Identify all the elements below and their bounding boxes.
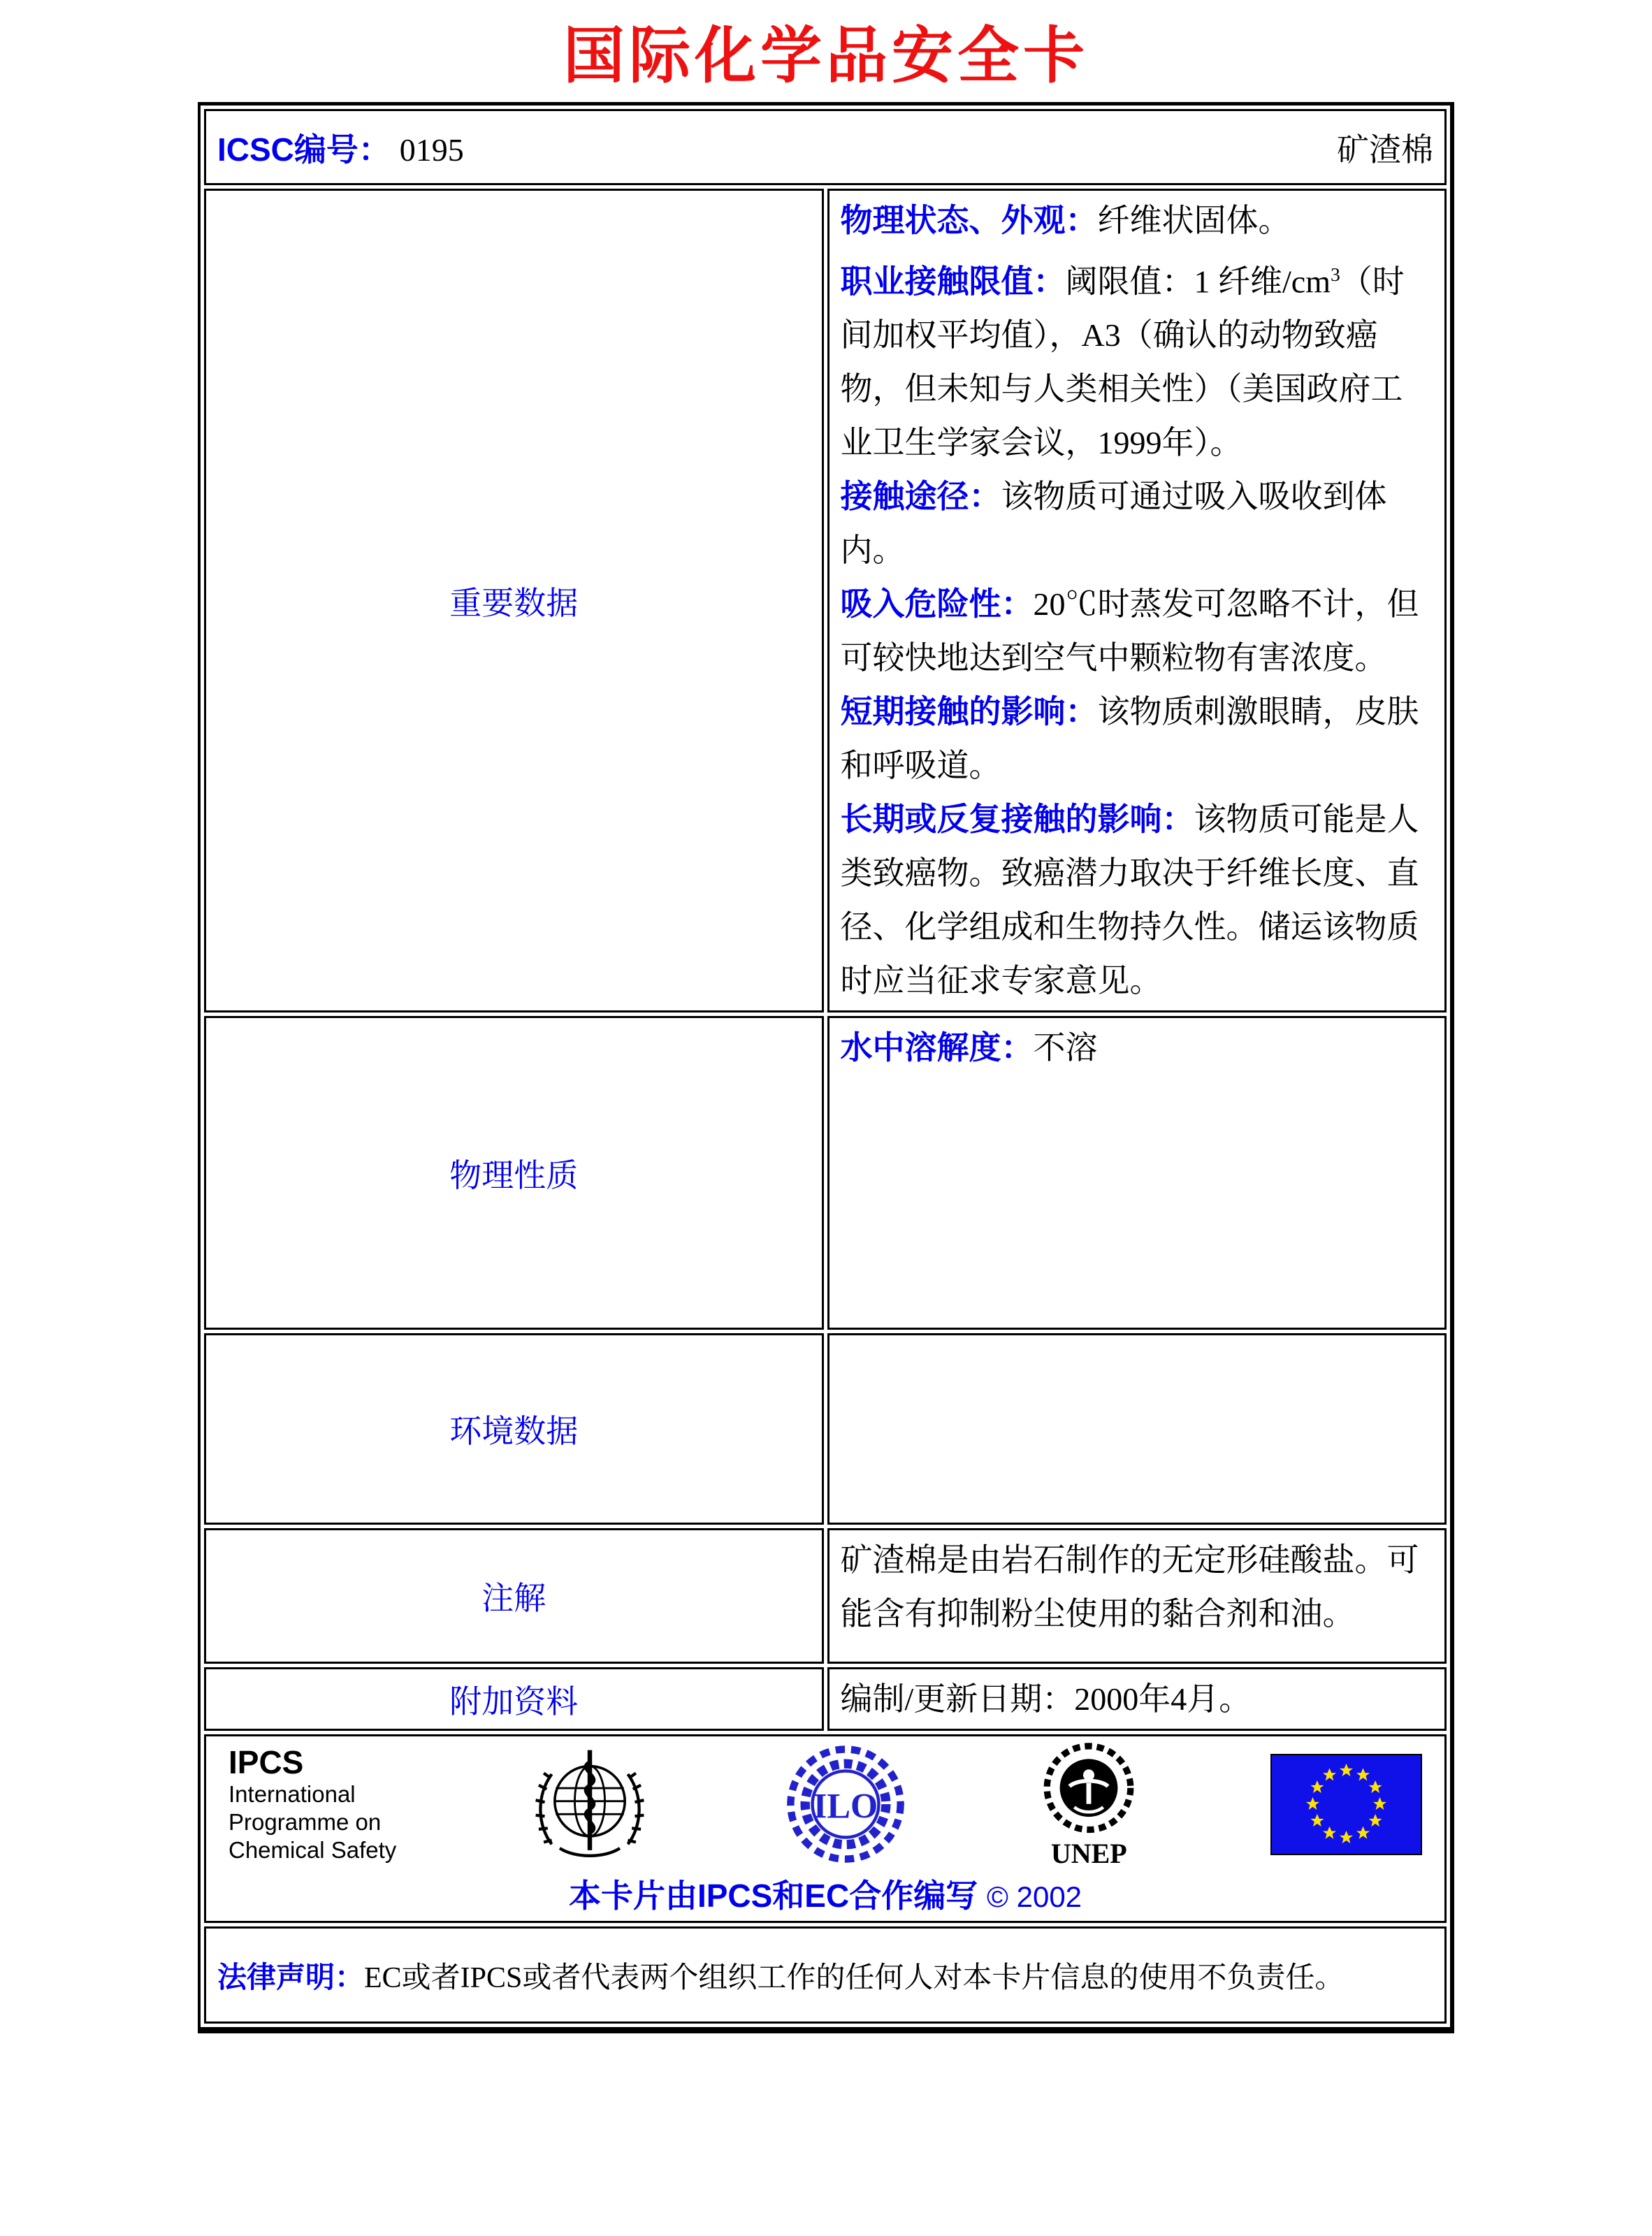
who-logo-icon — [530, 1744, 650, 1864]
page-title: 国际化学品安全卡 — [563, 23, 1089, 91]
unep-block — [1041, 1741, 1137, 1868]
physical-properties-row — [204, 1016, 1447, 1330]
additional-info-content: 编制/更新日期：2000年4月。 — [827, 1667, 1447, 1731]
water-solubility-text: 不溶 — [1033, 1030, 1098, 1066]
ipcs-text-block — [229, 1744, 396, 1864]
physical-properties-content — [827, 1016, 1447, 1330]
inhalation-risk-text: 20℃时蒸发可忽略不计，但可较快地达到空气中颗粒物有害浓度。 — [840, 586, 1419, 676]
ipcs-line1: International — [229, 1781, 356, 1808]
eu-flag-icon — [1270, 1754, 1422, 1855]
occupational-limit-text-post: （时间加权平均值），A3（确认的动物致癌物，但未知与人类相关性）（美国政府工业卫生学家会议，1999年）。 — [840, 263, 1405, 461]
row-label-important-data: 重要数据 — [204, 189, 824, 1012]
legal-text: EC或者IPCS或者代表两个组织工作的任何人对本卡片信息的使用不负责任。 — [364, 1961, 1345, 1994]
environmental-data-row — [204, 1333, 1447, 1525]
water-solubility-label: 水中溶解度： — [840, 1029, 1034, 1066]
inhalation-risk-label: 吸入危险性： — [840, 586, 1034, 623]
ipcs-acronym: IPCS — [229, 1744, 304, 1781]
row-label-physical-properties: 物理性质 — [204, 1016, 824, 1330]
credit-line — [213, 1871, 1437, 1917]
physical-state-text: 纤维状固体。 — [1097, 203, 1291, 238]
row-label-additional-info: 附加资料 — [204, 1667, 824, 1731]
additional-info-row — [204, 1667, 1447, 1731]
logos-row — [204, 1734, 1447, 1923]
occupational-limit-label: 职业接触限值： — [840, 263, 1066, 300]
ilo-logo-text: ILO — [813, 1786, 878, 1826]
short-term-effects-label: 短期接触的影响： — [840, 693, 1098, 730]
important-data-content — [827, 189, 1447, 1012]
environmental-data-content — [827, 1333, 1447, 1525]
credit-text: 本卡片由IPCS和EC合作编写 — [568, 1878, 978, 1915]
unep-logo-text: UNEP — [1050, 1837, 1127, 1869]
notes-row — [204, 1528, 1447, 1664]
long-term-effects-text: 该物质可能是人类致癌物。致癌潜力取决于纤维长度、直径、化学组成和生物持久性。储运该物质时应当征求专家意见。 — [840, 801, 1419, 999]
water-solubility-line — [841, 1021, 1434, 1075]
occupational-limit-superscript: 3 — [1330, 263, 1340, 285]
header-row — [204, 109, 1447, 185]
ipcs-line3: Chemical Safety — [229, 1837, 397, 1864]
legal-cell — [204, 1926, 1447, 2024]
ilo-logo-icon — [783, 1742, 908, 1866]
legal-label: 法律声明： — [217, 1960, 365, 1994]
short-term-effects-line — [841, 685, 1434, 792]
icsc-number-value: 0195 — [399, 131, 464, 168]
exposure-routes-label: 接触途径： — [840, 478, 1001, 515]
row-label-environmental-data: 环境数据 — [204, 1333, 824, 1525]
long-term-effects-label: 长期或反复接触的影响： — [840, 801, 1194, 838]
icsc-number-label: ICSC编号： — [217, 131, 391, 168]
occupational-limit-text-pre: 阈限值：1 纤维/cm — [1065, 263, 1331, 300]
icsc-card-table — [198, 102, 1454, 2033]
physical-state-line — [841, 194, 1434, 247]
physical-state-label: 物理状态、外观： — [840, 202, 1098, 238]
important-data-row — [204, 189, 1447, 1012]
long-term-effects-line — [841, 792, 1434, 1008]
unep-logo-icon — [1041, 1741, 1137, 1838]
notes-content: 矿渣棉是由岩石制作的无定形硅酸盐。可能含有抑制粉尘使用的黏合剂和油。 — [827, 1528, 1447, 1664]
header-cell — [204, 109, 1447, 185]
inhalation-risk-line — [841, 577, 1434, 685]
occupational-limit-line — [841, 247, 1434, 470]
row-label-notes: 注解 — [204, 1528, 824, 1664]
exposure-routes-line — [841, 470, 1434, 577]
exposure-routes-text: 该物质可通过吸入吸收到体内。 — [840, 479, 1387, 569]
chemical-name: 矿渣棉 — [1337, 131, 1433, 168]
icsc-number-group — [217, 124, 464, 170]
legal-row — [204, 1926, 1447, 2024]
ipcs-line2: Programme on — [229, 1809, 382, 1836]
logos-cell — [204, 1734, 1447, 1923]
copyright-text: © 2002 — [986, 1880, 1082, 1914]
short-term-effects-text: 该物质刺激眼睛，皮肤和呼吸道。 — [840, 694, 1419, 784]
